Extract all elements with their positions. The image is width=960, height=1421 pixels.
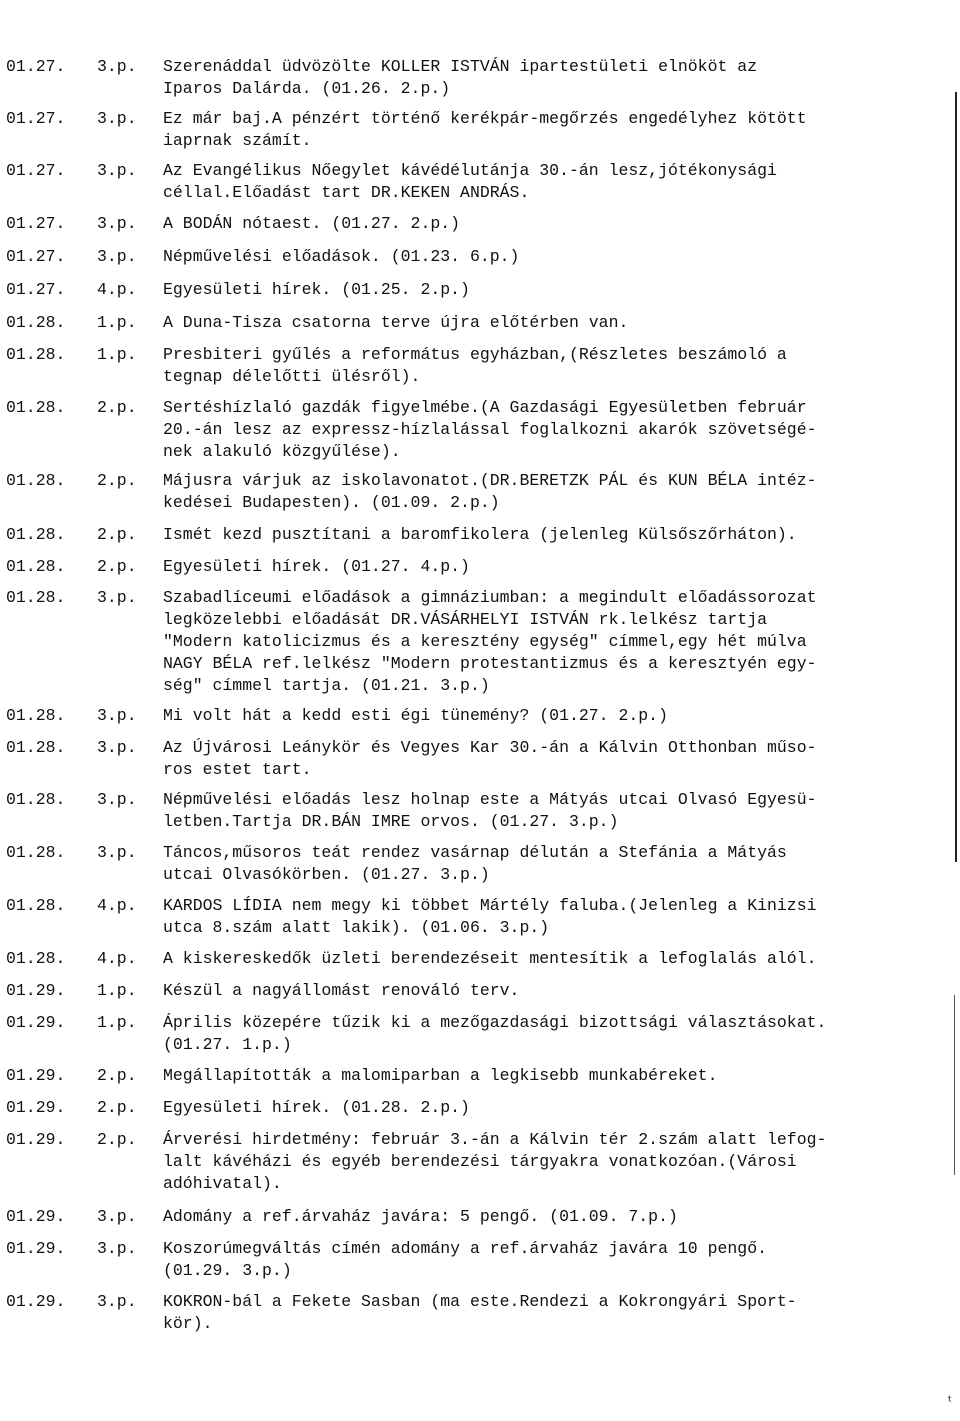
entry-text: [163, 1291, 923, 1335]
entry-page-ref: 2.p.: [97, 1098, 137, 1117]
entry-text-line: utcai Olvasókörben. (01.27. 3.p.): [163, 865, 490, 884]
entry-date: 01.28.: [6, 345, 66, 364]
entry-date: 01.29.: [6, 1066, 66, 1085]
entry-text-line: kör).: [163, 1314, 213, 1333]
entry-text-line: legközelebbi előadását DR.VÁSÁRHELYI ISTVÁN rk.lelkész tartja: [163, 610, 767, 629]
entry-text-line: nek alakuló közgyűlése).: [163, 442, 401, 461]
entry-text: [163, 1238, 923, 1282]
entry-page-ref: 2.p.: [97, 525, 137, 544]
entry-date: 01.28.: [6, 949, 66, 968]
margin-rule-lower: [954, 995, 955, 1175]
entry-page-ref: 3.p.: [97, 588, 137, 607]
entry-date: 01.29.: [6, 1130, 66, 1149]
entry-text: [163, 1206, 923, 1228]
entry-date: 01.27.: [6, 109, 66, 128]
entry-text: [163, 470, 923, 514]
entry-text-line: A BODÁN nótaest. (01.27. 2.p.): [163, 214, 461, 233]
entry-text-line: "Modern katolicizmus és a keresztény egység" címmel,egy hét múlva: [163, 632, 807, 651]
entry-text-line: Egyesületi hírek. (01.28. 2.p.): [163, 1098, 470, 1117]
entry-date: 01.29.: [6, 1207, 66, 1226]
entry-text: [163, 524, 923, 546]
entry-text: [163, 246, 923, 268]
entry-page-ref: 3.p.: [97, 1292, 137, 1311]
margin-rule: [955, 92, 957, 862]
entry-text-line: Az Újvárosi Leánykör és Vegyes Kar 30.-án a Kálvin Otthonban műso-: [163, 738, 817, 757]
entry-text-line: Mi volt hát a kedd esti égi tünemény? (01.27. 2.p.): [163, 706, 668, 725]
entry-text-line: Iparos Dalárda. (01.26. 2.p.): [163, 79, 451, 98]
entry-date: 01.28.: [6, 588, 66, 607]
entry-page-ref: 1.p.: [97, 345, 137, 364]
entry-date: 01.27.: [6, 214, 66, 233]
entry-text: [163, 1065, 923, 1087]
entry-text-line: kedései Budapesten). (01.09. 2.p.): [163, 493, 500, 512]
entry-page-ref: 2.p.: [97, 398, 137, 417]
entry-page-ref: 3.p.: [97, 790, 137, 809]
entry-text: [163, 980, 923, 1002]
entry-page-ref: 3.p.: [97, 109, 137, 128]
entry-text-line: A kiskereskedők üzleti berendezéseit mentesítik a lefoglalás alól.: [163, 949, 817, 968]
entry-page-ref: 3.p.: [97, 1207, 137, 1226]
entry-text-line: céllal.Előadást tart DR.KEKEN ANDRÁS.: [163, 183, 530, 202]
entry-date: 01.29.: [6, 1013, 66, 1032]
entry-text-line: Szerenáddal üdvözölte KOLLER ISTVÁN ipartestületi elnököt az: [163, 57, 758, 76]
entry-page-ref: 2.p.: [97, 1066, 137, 1085]
entry-text-line: KARDOS LÍDIA nem megy ki többet Mártély faluba.(Jelenleg a Kinizsi: [163, 896, 817, 915]
entry-date: 01.27.: [6, 57, 66, 76]
entry-text: [163, 56, 923, 100]
entry-text-line: Koszorúmegváltás címén adomány a ref.árvaház javára 10 pengő.: [163, 1239, 767, 1258]
entry-text: [163, 705, 923, 727]
entry-page-ref: 3.p.: [97, 738, 137, 757]
entry-text: [163, 1129, 923, 1195]
entry-page-ref: 2.p.: [97, 1130, 137, 1149]
entry-page-ref: 3.p.: [97, 706, 137, 725]
entry-text-line: Ismét kezd pusztítani a baromfikolera (jelenleg Külsőszőrháton).: [163, 525, 797, 544]
entry-date: 01.29.: [6, 1098, 66, 1117]
entry-text-line: Sertéshízlaló gazdák figyelmébe.(A Gazdasági Egyesületben február: [163, 398, 807, 417]
entry-text-line: Adomány a ref.árvaház javára: 5 pengő. (01.09. 7.p.): [163, 1207, 678, 1226]
entry-text-line: Április közepére tűzik ki a mezőgazdasági bizottsági választásokat.: [163, 1013, 827, 1032]
entry-date: 01.28.: [6, 525, 66, 544]
entry-page-ref: 3.p.: [97, 214, 137, 233]
entry-date: 01.27.: [6, 161, 66, 180]
entry-text-line: tegnap délelőtti ülésről).: [163, 367, 421, 386]
entry-page-ref: 2.p.: [97, 471, 137, 490]
entry-text-line: iaprnak számít.: [163, 131, 312, 150]
entry-text: [163, 213, 923, 235]
entry-text: [163, 587, 923, 697]
entry-text-line: Táncos,műsoros teát rendez vasárnap délután a Stefánia a Mátyás: [163, 843, 787, 862]
entry-text-line: Egyesületi hírek. (01.27. 4.p.): [163, 557, 470, 576]
entry-text: [163, 108, 923, 152]
entry-text: [163, 397, 923, 463]
entry-text: [163, 842, 923, 886]
entry-page-ref: 3.p.: [97, 247, 137, 266]
entry-text-line: lalt kávéházi és egyéb berendezési tárgyakra vonatkozóan.(Városi: [163, 1152, 797, 1171]
entry-date: 01.27.: [6, 280, 66, 299]
entry-text: [163, 160, 923, 204]
entry-page-ref: 4.p.: [97, 896, 137, 915]
entry-text: [163, 789, 923, 833]
entry-text-line: Szabadlíceumi előadások a gimnáziumban: a megindult előadássorozat: [163, 588, 817, 607]
entry-text-line: ség" címmel tartja. (01.21. 3.p.): [163, 676, 490, 695]
entry-date: 01.28.: [6, 313, 66, 332]
entry-text-line: Készül a nagyállomást renováló terv.: [163, 981, 520, 1000]
entry-date: 01.28.: [6, 896, 66, 915]
entry-date: 01.28.: [6, 790, 66, 809]
entry-page-ref: 1.p.: [97, 981, 137, 1000]
entry-text: [163, 344, 923, 388]
entry-text-line: adóhivatal).: [163, 1174, 282, 1193]
entry-date: 01.28.: [6, 398, 66, 417]
entry-text-line: KOKRON-bál a Fekete Sasban (ma este.Rendezi a Kokrongyári Sport-: [163, 1292, 797, 1311]
entry-page-ref: 3.p.: [97, 1239, 137, 1258]
entry-page-ref: 4.p.: [97, 949, 137, 968]
entry-date: 01.29.: [6, 1292, 66, 1311]
entry-text-line: (01.29. 3.p.): [163, 1261, 292, 1280]
entry-date: 01.28.: [6, 557, 66, 576]
entry-date: 01.28.: [6, 843, 66, 862]
entry-text-line: Népművelési előadások. (01.23. 6.p.): [163, 247, 520, 266]
entry-text-line: 20.-án lesz az expressz-hízlalással foglalkozni akarók szövetségé-: [163, 420, 817, 439]
entry-page-ref: 4.p.: [97, 280, 137, 299]
entry-text-line: utca 8.szám alatt lakik). (01.06. 3.p.): [163, 918, 550, 937]
entry-page-ref: 3.p.: [97, 57, 137, 76]
entry-text-line: NAGY BÉLA ref.lelkész "Modern protestantizmus és a keresztyén egy-: [163, 654, 817, 673]
entry-text-line: Megállapították a malomiparban a legkisebb munkabéreket.: [163, 1066, 718, 1085]
entry-date: 01.27.: [6, 247, 66, 266]
entry-text: [163, 556, 923, 578]
entry-text-line: Népművelési előadás lesz holnap este a Mátyás utcai Olvasó Egyesü-: [163, 790, 817, 809]
entry-text: [163, 895, 923, 939]
entry-text-line: (01.27. 1.p.): [163, 1035, 292, 1054]
entry-text-line: Presbiteri gyűlés a református egyházban,(Részletes beszámoló a: [163, 345, 787, 364]
entry-text-line: Árverési hirdetmény: február 3.-án a Kálvin tér 2.szám alatt lefog-: [163, 1130, 827, 1149]
entry-page-ref: 2.p.: [97, 557, 137, 576]
scan-mark: ᵗ: [948, 1394, 953, 1410]
entry-page-ref: 1.p.: [97, 1013, 137, 1032]
entry-text-line: Az Evangélikus Nőegylet kávédélutánja 30.-án lesz,jótékonysági: [163, 161, 777, 180]
entry-text-line: ros estet tart.: [163, 760, 312, 779]
entry-text-line: Egyesületi hírek. (01.25. 2.p.): [163, 280, 470, 299]
entry-page-ref: 3.p.: [97, 161, 137, 180]
entry-page-ref: 3.p.: [97, 843, 137, 862]
entry-date: 01.29.: [6, 981, 66, 1000]
entry-text: [163, 948, 923, 970]
entry-date: 01.28.: [6, 738, 66, 757]
entry-text: [163, 312, 923, 334]
entry-date: 01.28.: [6, 706, 66, 725]
entry-date: 01.29.: [6, 1239, 66, 1258]
entry-page-ref: 1.p.: [97, 313, 137, 332]
entry-text-line: Májusra várjuk az iskolavonatot.(DR.BERETZK PÁL és KUN BÉLA intéz-: [163, 471, 817, 490]
entry-text: [163, 279, 923, 301]
entry-date: 01.28.: [6, 471, 66, 490]
entry-text-line: letben.Tartja DR.BÁN IMRE orvos. (01.27. 3.p.): [163, 812, 619, 831]
entry-text-line: A Duna-Tisza csatorna terve újra előtérben van.: [163, 313, 629, 332]
entry-text: [163, 737, 923, 781]
entry-text: [163, 1097, 923, 1119]
entry-text-line: Ez már baj.A pénzért történő kerékpár-megőrzés engedélyhez kötött: [163, 109, 807, 128]
entry-text: [163, 1012, 923, 1056]
